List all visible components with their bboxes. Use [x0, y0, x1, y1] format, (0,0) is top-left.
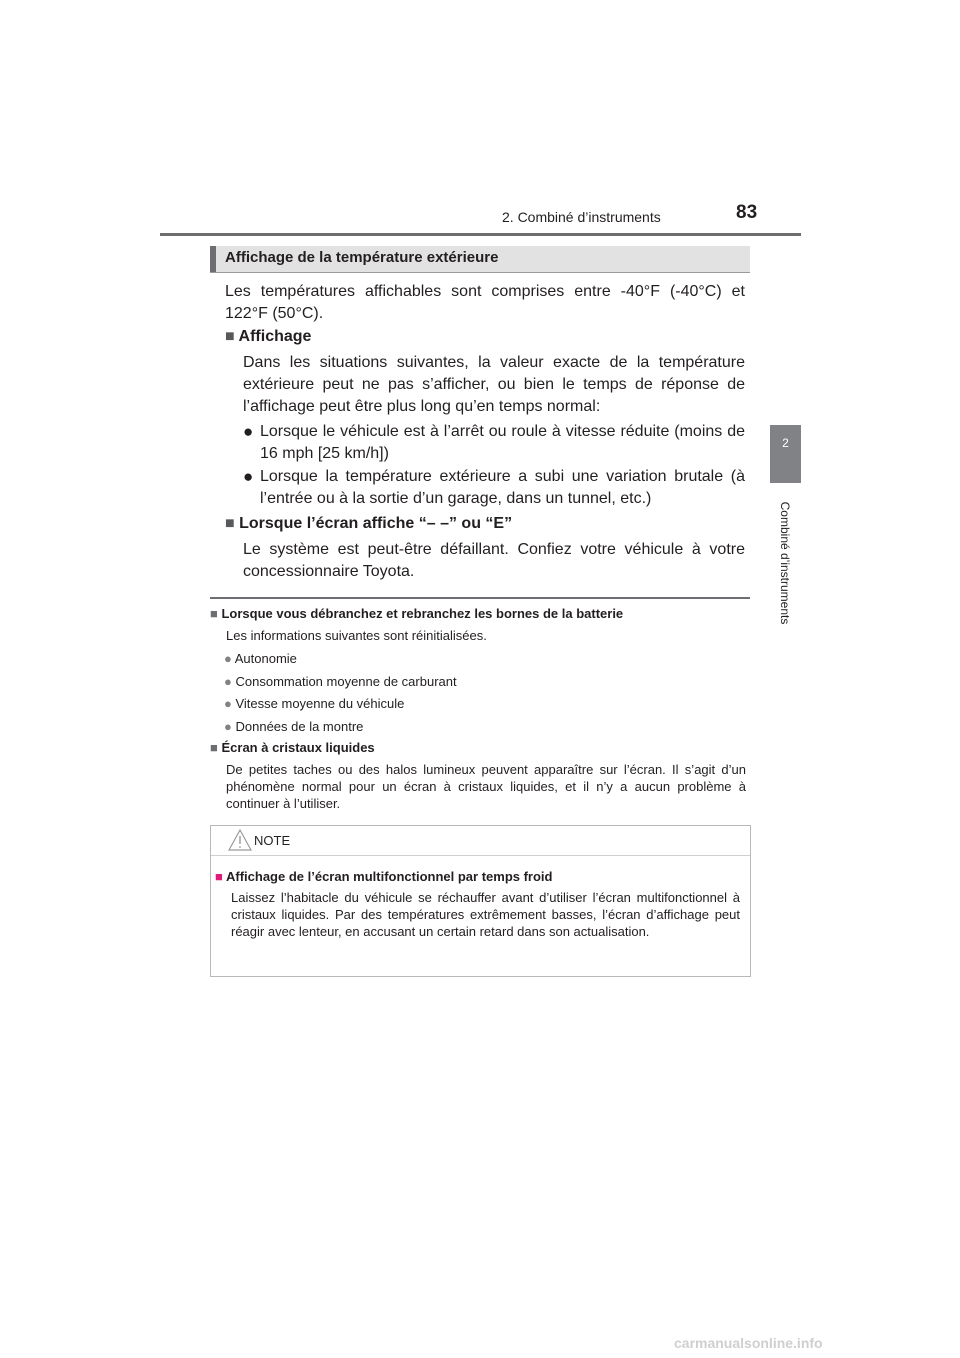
subheading-affichage — [225, 328, 311, 346]
list-item-text: Autonomie — [234, 651, 297, 666]
affichage-body: Dans les situations suivantes, la valeur exacte de la température extérieure peut ne pas s’afficher, ou bien le temps de réponse de l’affichage peut être plus long qu’en temps normal: — [243, 354, 745, 415]
list-item — [224, 650, 297, 667]
list-item-text: Lorsque la température extérieure a subi une variation brutale (à l’entrée ou à la sortie d’un garage, dans un tunnel, etc.) — [260, 468, 745, 507]
section-intro: Les températures affichables sont comprises entre -40°F (-40°C) et 122°F (50°C). — [225, 283, 745, 322]
chapter-side-label: Combiné d’instruments — [778, 501, 792, 625]
list-item-text: Vitesse moyenne du véhicule — [235, 696, 405, 711]
dot-bullet-icon: ● — [243, 422, 254, 441]
note-heading-lcd — [210, 740, 375, 755]
note-label: NOTE — [254, 833, 291, 848]
header-rule — [160, 233, 801, 236]
dot-bullet-icon: ● — [224, 719, 232, 734]
note-box — [210, 825, 751, 977]
list-item — [243, 421, 745, 462]
note-heading-battery-text: Lorsque vous débranchez et rebranchez les bornes de la batterie — [221, 606, 624, 621]
list-item — [224, 673, 457, 690]
running-header-title: 2. Combiné d’instruments — [502, 209, 661, 225]
note-box-header — [211, 826, 750, 856]
note-heading-battery — [210, 606, 623, 621]
note-item-body: Laissez l’habitacle du véhicule se réchauffer avant d’utiliser l’écran multifonctionnel à cristaux liquides. Par des températures extrêmement basses, l’écran d’affichage peut réagir avec lenteur, en accusant un certain retard dans son actualisation. — [231, 890, 740, 939]
square-bullet-icon: ■ — [215, 869, 223, 884]
list-item — [243, 466, 745, 507]
ecran-body: Le système est peut-être défaillant. Confiez votre véhicule à votre concessionnaire Toyota. — [243, 541, 745, 580]
subheading-ecran-text: Lorsque l’écran affiche “– –” ou “E” — [239, 515, 513, 532]
dot-bullet-icon: ● — [224, 696, 232, 711]
section-heading: Affichage de la température extérieure — [225, 249, 499, 266]
watermark: carmanualsonline.info — [674, 1335, 823, 1351]
note-heading-lcd-text: Écran à cristaux liquides — [221, 740, 375, 755]
square-bullet-icon: ■ — [225, 515, 235, 532]
list-item-text: Consommation moyenne de carburant — [235, 674, 457, 689]
dot-bullet-icon: ● — [224, 651, 232, 666]
chapter-tab — [770, 425, 801, 483]
section-heading-accent — [210, 246, 216, 272]
subheading-ecran — [225, 515, 512, 533]
chapter-tab-number: 2 — [782, 436, 789, 450]
warning-triangle-icon — [228, 829, 252, 851]
note-lcd-body: De petites taches ou des halos lumineux peuvent apparaître sur l’écran. Il s’agit d’un phénomène normal pour un écran à cristaux liquides, et il n’y a aucun problème à continuer à l’utiliser. — [226, 762, 746, 811]
square-bullet-icon: ■ — [210, 606, 218, 621]
square-bullet-icon: ■ — [225, 328, 235, 345]
page-number: 83 — [736, 202, 758, 223]
list-item-text: Lorsque le véhicule est à l’arrêt ou roule à vitesse réduite (moins de 16 mph [25 km/h]) — [260, 423, 745, 462]
list-item-text: Données de la montre — [235, 719, 364, 734]
square-bullet-icon: ■ — [210, 740, 218, 755]
note-battery-body: Les informations suivantes sont réinitialisées. — [226, 628, 487, 643]
dot-bullet-icon: ● — [243, 467, 254, 486]
section-divider — [210, 597, 750, 599]
section-heading-bar — [210, 246, 750, 273]
note-item-title-text: Affichage de l’écran multifonctionnel par temps froid — [226, 869, 553, 884]
list-item — [224, 695, 404, 712]
note-item-title — [215, 869, 553, 884]
subheading-affichage-text: Affichage — [238, 328, 312, 345]
dot-bullet-icon: ● — [224, 674, 232, 689]
list-item — [224, 718, 363, 735]
